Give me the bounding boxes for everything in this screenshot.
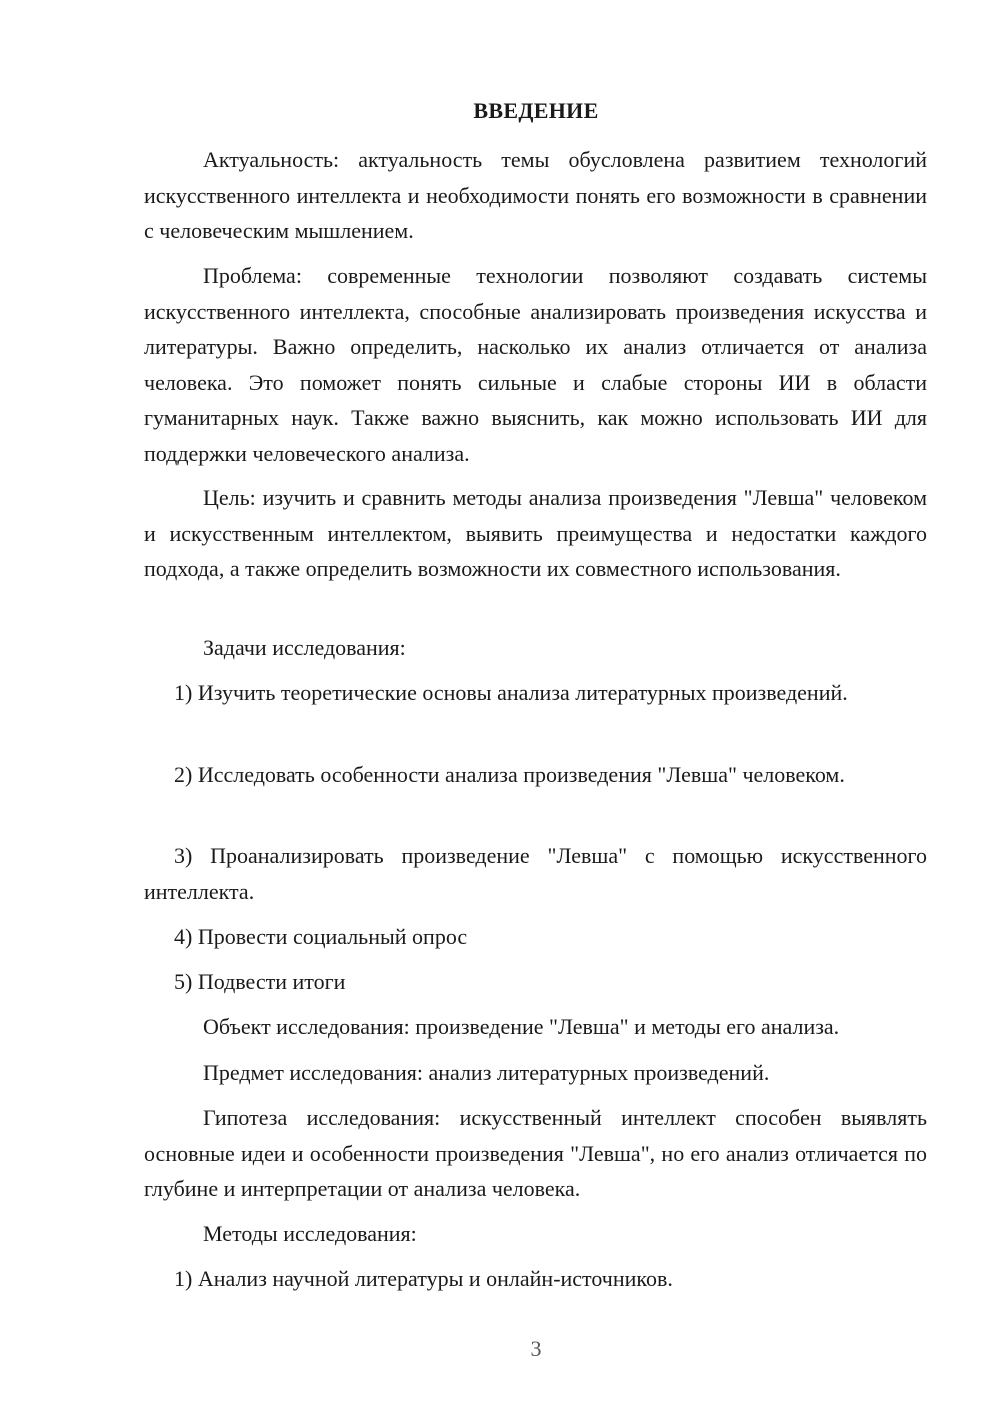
list-item-task-1: 1) Изучить теоретические основы анализа литературных произведений. <box>174 680 848 705</box>
paragraph-object: Объект исследования: произведение "Левша" и методы его анализа. <box>203 1014 840 1039</box>
list-item-task-5: 5) Подвести итоги <box>174 969 346 994</box>
paragraph-problem: Проблема: современные технологии позволяют создавать системы искусственного интеллекта, способные анализировать произведения искусства и литературы. Важно определить, насколько их анализ отличается от анализа человека. Это поможет понять сильные и слабые стороны ИИ в области гуманитарных наук. Также важно выяснить, как можно использовать ИИ для поддержки человеческого анализа. <box>144 263 927 466</box>
paragraph-tasks-heading: Задачи исследования: <box>203 635 406 660</box>
section-title: ВВЕДЕНИЕ <box>473 98 599 123</box>
list-item-task-4: 4) Провести социальный опрос <box>174 924 468 949</box>
paragraph-goal: Цель: изучить и сравнить методы анализа произведения "Левша" человеком и искусственным интеллектом, выявить преимущества и недостатки каждого подхода, а также определить возможности их совместного использования. <box>144 485 927 581</box>
list-item-task-2: 2) Исследовать особенности анализа произведения "Левша" человеком. <box>174 762 845 787</box>
page-number: 3 <box>530 1336 542 1361</box>
paragraph-hypothesis: Гипотеза исследования: искусственный интеллект способен выявлять основные идеи и особенности произведения "Левша", но его анализ отличается по глубине и интерпретации от анализа человека. <box>144 1105 927 1201</box>
list-item-method-1: 1) Анализ научной литературы и онлайн-источников. <box>174 1266 673 1291</box>
paragraph-methods-heading: Методы исследования: <box>203 1221 417 1246</box>
list-item-task-3: 3) Проанализировать произведение "Левша" с помощью искусственного интеллекта. <box>144 843 927 904</box>
paragraph-subject: Предмет исследования: анализ литературных произведений. <box>203 1060 770 1085</box>
paragraph-relevance: Актуальность: актуальность темы обусловлена развитием технологий искусственного интеллекта и необходимости понять его возможности в сравнении с человеческим мышлением. <box>144 147 927 243</box>
